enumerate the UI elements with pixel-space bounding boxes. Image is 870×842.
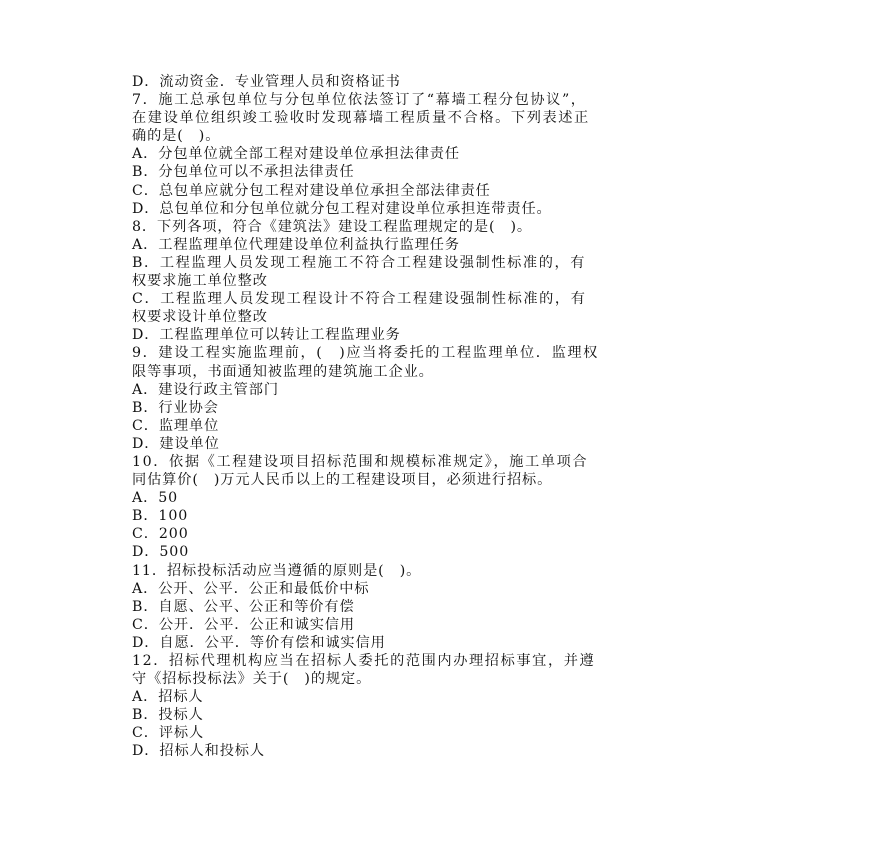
option-line: B．自愿、公平、公正和等价有偿 — [132, 598, 355, 615]
question-12-line: 12．招标代理机构应当在招标人委托的范围内办理招标事宜，并遵 — [132, 653, 596, 669]
option-line: D．500 — [132, 544, 190, 561]
option-line: D．建设单位 — [132, 435, 220, 452]
option-line: D．总包单位和分包单位就分包工程对建设单位承担连带责任。 — [132, 200, 552, 217]
question-7-line: 7．施工总承包单位与分包单位依法签订了“幕墙工程分包协议”， — [132, 92, 587, 109]
option-line: 权要求设计单位整改 — [132, 309, 268, 326]
option-line: B．投标人 — [132, 707, 204, 724]
option-line: B．工程监理人员发现工程施工不符合工程建设强制性标准的，有 — [132, 254, 587, 271]
option-line: C．监理单位 — [132, 417, 220, 434]
option-line: A．50 — [132, 490, 179, 507]
option-line: A．招标人 — [132, 689, 204, 706]
option-line: A．工程监理单位代理建设单位利益执行监理任务 — [132, 236, 460, 253]
option-line: C．200 — [132, 526, 189, 543]
question-10-line: 10．依据《工程建设项目招标范围和规模标准规定》，施工单项合 — [132, 453, 589, 470]
question-11-line: 11．招标投标活动应当遵循的原则是( )。 — [132, 562, 422, 579]
option-line: A．公开、公平．公正和最低价中标 — [132, 580, 370, 597]
option-line: D．自愿．公平．等价有偿和诚实信用 — [132, 634, 386, 651]
question-7-line: 在建设单位组织竣工验收时发现幕墙工程质量不合格。下列表述正 — [132, 110, 590, 127]
option-line: A．分包单位就全部工程对建设单位承担法律责任 — [132, 146, 460, 163]
option-line: D．招标人和投标人 — [132, 743, 265, 760]
option-line: B．分包单位可以不承担法律责任 — [132, 164, 355, 181]
option-line: C．评标人 — [132, 725, 205, 742]
option-line: C．公开．公平．公正和诚实信用 — [132, 616, 355, 633]
option-line: B．100 — [132, 508, 189, 525]
question-7-line: 确的是( )。 — [132, 128, 221, 145]
option-line: A．建设行政主管部门 — [132, 381, 279, 398]
document-body — [132, 73, 742, 761]
question-10-line: 同估算价( )万元人民币以上的工程建设项目，必须进行招标。 — [132, 472, 553, 489]
option-line: D．工程监理单位可以转让工程监理业务 — [132, 327, 401, 344]
question-8-line: 8．下列各项，符合《建筑法》建设工程监理规定的是( )。 — [132, 218, 532, 235]
question-12-line: 守《招标投标法》关于( )的规定。 — [132, 671, 372, 688]
option-line: C．总包单应就分包工程对建设单位承担全部法律责任 — [132, 182, 491, 199]
question-9-line: 限等事项，书面通知被监理的建筑施工企业。 — [132, 363, 434, 380]
option-line: D．流动资金．专业管理人员和资格证书 — [132, 74, 401, 90]
option-line: B．行业协会 — [132, 399, 219, 416]
option-line: 权要求施工单位整改 — [132, 273, 268, 290]
option-line: C．工程监理人员发现工程设计不符合工程建设强制性标准的，有 — [132, 291, 587, 308]
question-9-line: 9．建设工程实施监理前，( )应当将委托的工程监理单位．监理权 — [132, 345, 599, 362]
